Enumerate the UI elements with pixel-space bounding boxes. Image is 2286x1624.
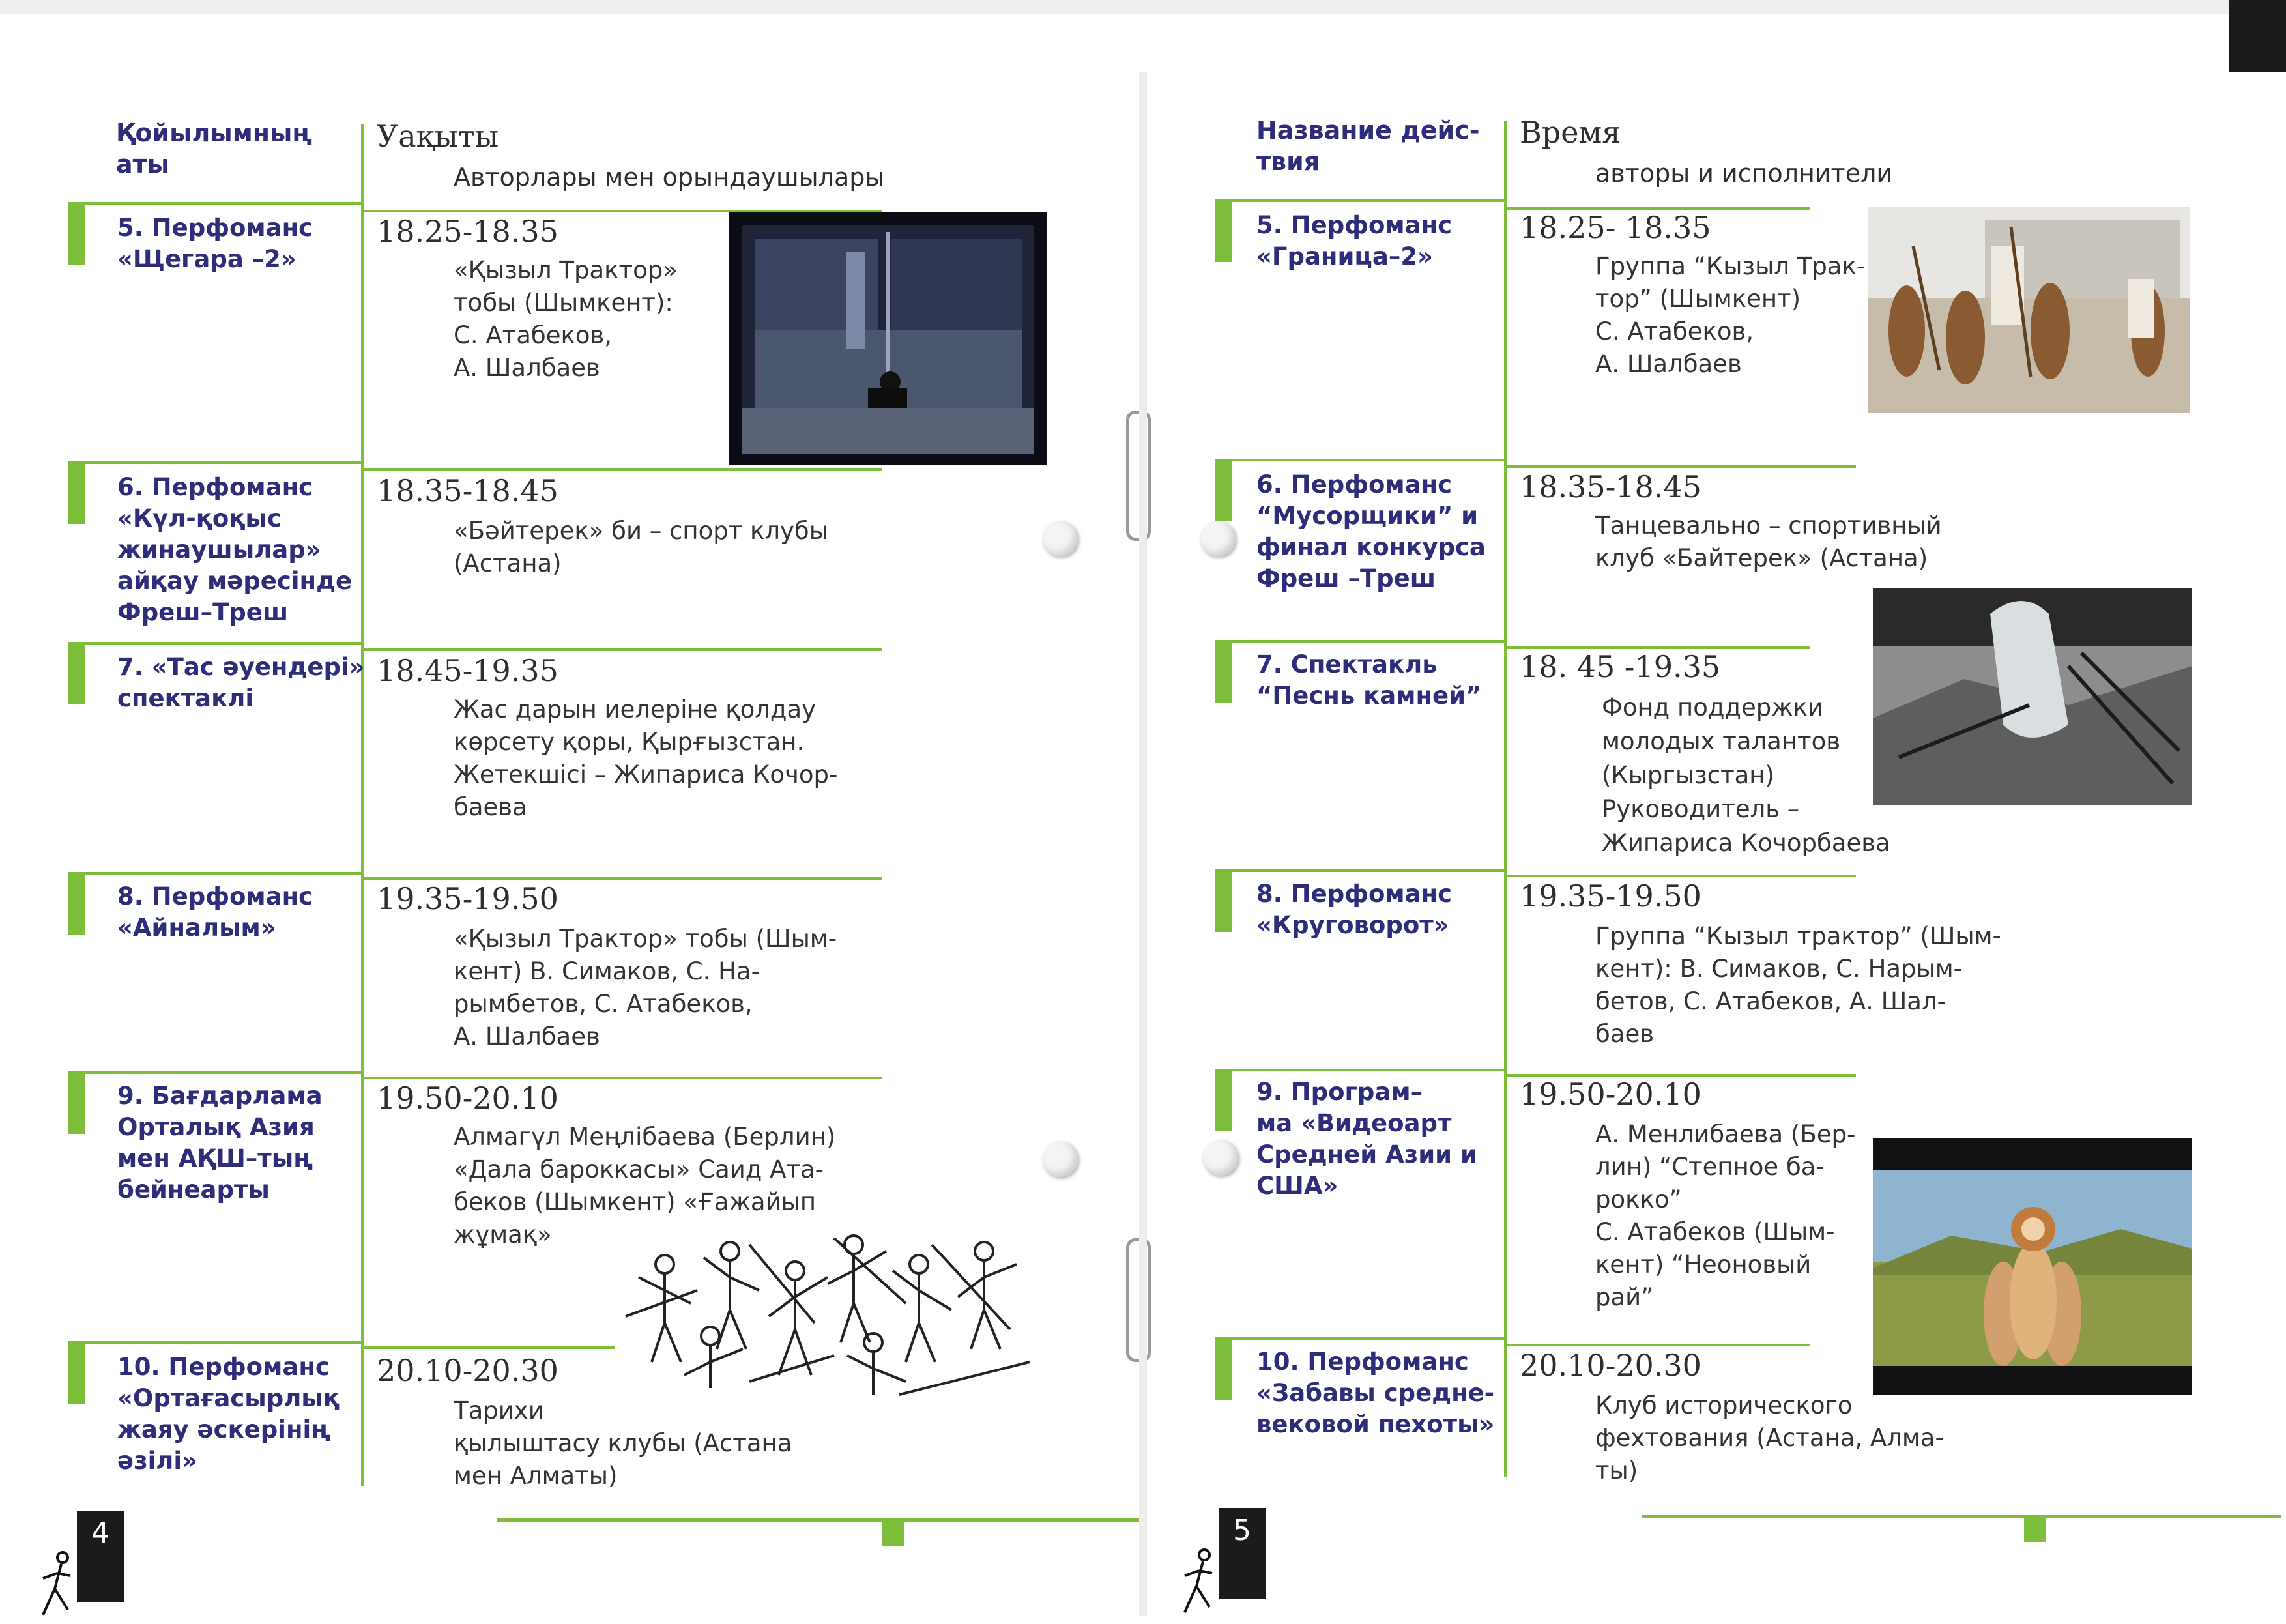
event-time: 20.10-20.30: [1520, 1348, 1701, 1383]
left-row-tab: [68, 464, 85, 524]
right-row-tab: [1215, 1340, 1232, 1400]
event-name: 9. Бағдарлама Орталық Азия мен АҚШ–тың бейнеарты: [117, 1082, 323, 1204]
event-name: 6. Перфоманс “Мусорщики” и финал конкурса Фреш –Треш: [1256, 471, 1486, 592]
left-row-separator: [68, 1341, 361, 1344]
right-row-separator: [1215, 1069, 1504, 1071]
left-bottom-rule: [497, 1518, 1147, 1522]
event-name: 10. Перфоманс «Забавы средне- вековой пехоты»: [1256, 1348, 1495, 1438]
left-header-authors-col: Авторлары мен орындаушылары: [454, 163, 885, 192]
right-row-tab: [1215, 643, 1232, 703]
runner-logo-icon: [1178, 1547, 1217, 1621]
left-header-name-col: Қойылымның аты: [116, 119, 313, 179]
right-photo-outdoor-performers: [1868, 207, 2190, 413]
left-row-separator: [68, 202, 361, 205]
left-column-divider: [361, 124, 364, 1486]
event-performers: «Қызыл Трактор» тобы (Шым- кент) В. Симаков, С. На- рымбетов, С. Атабеков, А. Шалбаев: [454, 925, 837, 1051]
event-name: 8. Перфоманс «Айналым»: [117, 882, 313, 942]
event-performers: «Бәйтерек» би – спорт клубы (Астана): [454, 517, 828, 577]
event-performers: Жас дарын иелеріне қолдау көрсету қоры, Қырғызстан. Жетекшісі – Жипариса Кочор- баева: [454, 695, 838, 821]
event-name: 6. Перфоманс «Күл-қоқыс жинаушылар» айқау мәресінде Фреш–Треш: [117, 473, 353, 626]
event-time: 19.35-19.50: [377, 881, 558, 916]
right-column-divider: [1504, 121, 1507, 1477]
event-name: 5. Перфоманс «Щегара –2»: [117, 214, 313, 273]
sword-fighters-icon: [619, 1219, 1043, 1414]
right-page-number: 5: [1219, 1508, 1266, 1599]
right-row-separator: [1215, 869, 1504, 872]
right-photo-stone-music: [1873, 588, 2192, 805]
right-row-separator: [1504, 465, 1856, 468]
right-row-separator: [1215, 640, 1504, 643]
event-time: 18. 45 -19.35: [1520, 649, 1721, 684]
left-row-separator: [361, 468, 882, 471]
right-header-name-col: Название дейс- твия: [1256, 116, 1480, 176]
left-row-separator: [68, 642, 361, 645]
left-sword-fighters-illustration: [619, 1219, 1043, 1414]
steppe-baroque-illustration: [1873, 1138, 2192, 1395]
left-header-time-col: Уақыты: [377, 119, 499, 154]
event-time: 18.35-18.45: [377, 473, 558, 508]
event-performers: Тарихи қылыштасу клубы (Астана мен Алматы): [454, 1397, 792, 1490]
left-row-tab: [68, 645, 85, 704]
left-row-separator: [361, 1077, 882, 1079]
event-time: 18.45-19.35: [377, 653, 558, 688]
left-row-tab: [68, 875, 85, 935]
right-bottom-rule: [1642, 1515, 2281, 1518]
event-time: 18.25- 18.35: [1520, 210, 1711, 245]
binding-hole: [1200, 521, 1236, 557]
event-time: 19.35-19.50: [1520, 878, 1701, 914]
event-time: 19.50-20.10: [1520, 1077, 1701, 1112]
right-row-separator: [1215, 459, 1504, 461]
right-header-authors-col: авторы и исполнители: [1595, 159, 1893, 188]
event-time: 18.35-18.45: [1520, 469, 1701, 504]
left-row-tab: [68, 1344, 85, 1404]
left-row-separator: [361, 648, 882, 651]
event-name: 10. Перфоманс «Ортағасырлық жаяу әскерінің әзілі»: [117, 1353, 340, 1475]
event-name: 8. Перфоманс «Круговорот»: [1256, 880, 1453, 939]
right-row-tab: [1215, 202, 1232, 262]
left-photo-glass-door: [729, 212, 1047, 465]
spine-shadow: [1139, 72, 1147, 1616]
left-bottom-rule-tab: [882, 1521, 904, 1546]
event-performers: Клуб исторического фехтования (Астана, Алма- ты): [1595, 1391, 1944, 1485]
event-time: 18.25-18.35: [377, 214, 558, 249]
event-performers: Группа “Кызыл Трак- тор” (Шымкент) С. Атабеков, А. Шалбаев: [1595, 252, 1866, 378]
event-performers: Танцевально – спортивный клуб «Байтерек» (Астана): [1595, 512, 1942, 572]
binding-hole: [1043, 1142, 1078, 1177]
left-row-separator: [68, 872, 361, 875]
right-row-tab: [1215, 1071, 1232, 1131]
left-page: [0, 0, 1143, 1616]
event-name: 5. Перфоманс «Граница–2»: [1256, 211, 1453, 270]
left-row-separator: [68, 461, 361, 464]
left-page-number: 4: [77, 1511, 124, 1602]
left-row-separator: [361, 1346, 615, 1349]
right-row-separator: [1215, 199, 1504, 202]
event-name: 9. Програм– ма «Видеоарт Средней Азии и США»: [1256, 1078, 1477, 1200]
right-row-tab: [1215, 872, 1232, 932]
event-performers: Алмагүл Меңлібаева (Берлин) «Дала бароккасы» Саид Ата- беков (Шымкент) «Ғажайып жұмақ»: [454, 1123, 836, 1249]
event-time: 20.10-20.30: [377, 1353, 558, 1388]
event-name: 7. Спектакль “Песнь камней”: [1256, 650, 1482, 710]
left-row-tab: [68, 1074, 85, 1134]
right-row-separator: [1504, 1344, 1810, 1346]
glass-door-illustration: [729, 212, 1047, 465]
left-row-separator: [68, 1071, 361, 1074]
left-row-separator: [361, 877, 882, 880]
right-row-separator: [1215, 1337, 1504, 1340]
binding-hole: [1043, 521, 1078, 557]
right-header-time-col: Время: [1520, 115, 1621, 150]
binding-hole: [1203, 1140, 1238, 1176]
right-photo-steppe-baroque: [1873, 1138, 2192, 1395]
event-time: 19.50-20.10: [377, 1080, 558, 1116]
event-name: 7. «Тас әуендері» спектаклі: [117, 653, 365, 712]
right-row-tab: [1215, 461, 1232, 521]
runner-logo-icon: [36, 1550, 76, 1624]
right-row-separator: [1504, 875, 1856, 877]
event-performers: Группа “Кызыл трактор” (Шым- кент): В. Симаков, С. Нарым- бетов, С. Атабеков, А. Шал- баев: [1595, 922, 2001, 1048]
event-performers: Фонд поддержки молодых талантов (Кыргызстан) Руководитель – Жипариса Кочорбаева: [1602, 693, 1890, 857]
event-performers: «Қызыл Трактор» тобы (Шымкент): С. Атабеков, А. Шалбаев: [454, 256, 678, 382]
event-performers: А. Менлибаева (Бер- лин) “Степное ба- рокко” С. Атабеков (Шым- кент) “Неоновый рай”: [1595, 1120, 1856, 1311]
outdoor-performers-illustration: [1868, 207, 2190, 413]
right-page: [1147, 0, 2286, 1616]
stone-music-illustration: [1873, 588, 2192, 805]
left-row-tab: [68, 205, 85, 265]
right-bottom-rule-tab: [2024, 1517, 2046, 1542]
